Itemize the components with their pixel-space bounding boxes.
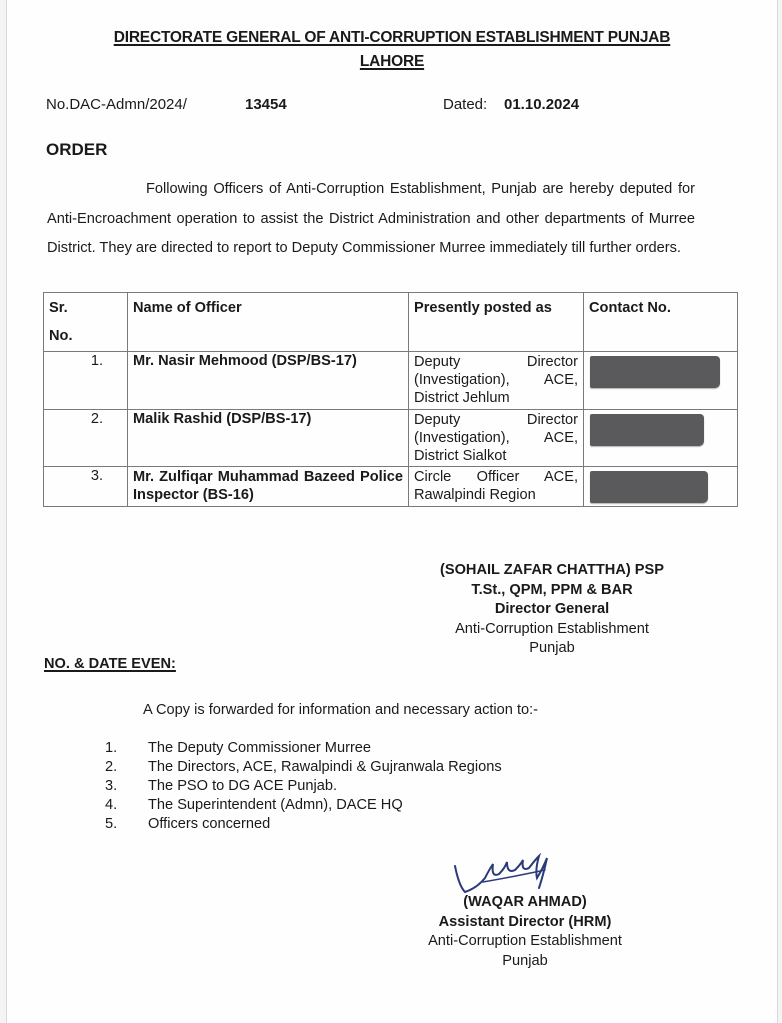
list-item-number: 4. (105, 797, 118, 813)
signatory-department: Anti-Corruption Establishment (428, 933, 622, 949)
order-title: ORDER (46, 140, 108, 159)
list-item-number: 5. (105, 816, 118, 832)
posted-line: (Investigation), ACE, (414, 430, 578, 446)
header-name (128, 293, 409, 352)
row-sr: 3. (44, 467, 128, 507)
header-sr-line2: No. (49, 328, 73, 344)
row-sr: 1. (44, 352, 128, 410)
posted-line: (Investigation), ACE, (414, 372, 578, 388)
table-row (44, 410, 738, 467)
row-contact-redacted (584, 352, 738, 410)
copy-intro: A Copy is forwarded for information and necessary action to:- (143, 702, 539, 718)
copy-heading: NO. & DATE EVEN: (44, 656, 176, 672)
header-contact (584, 293, 738, 352)
order-paragraph: Following Officers of Anti-Corruption Establishment, Punjab are hereby deputed for Anti-Encroachment operation to assist the District Administration and other departments of Murree District. They are directed to report to Deputy Commissioner Murree immediately till further orders. (47, 181, 695, 256)
list-item (105, 777, 502, 796)
row-posted-as (409, 352, 584, 410)
signatory-designation: Director General (494, 601, 610, 617)
row-posted-as (409, 410, 584, 467)
list-item-text: The Deputy Commissioner Murree (148, 740, 372, 756)
header-posted (409, 293, 584, 352)
list-item-number: 1. (105, 740, 118, 756)
signatory-province: Punjab (529, 640, 575, 656)
list-item (105, 796, 502, 815)
posted-line: Deputy Director (414, 354, 578, 370)
redaction-bar (590, 356, 720, 388)
table-row (44, 352, 738, 410)
recipient-list (105, 739, 502, 834)
header-posted-text: Presently posted as (414, 300, 552, 316)
signatory-department: Anti-Corruption Establishment (455, 620, 649, 637)
list-item-text: The Superintendent (Admn), DACE HQ (148, 797, 403, 813)
posted-line: Circle Officer ACE, (414, 469, 578, 485)
redaction-bar (590, 471, 708, 503)
reference-number-label: No.DAC-Admn/2024/ (46, 96, 187, 113)
signatory-honours: T.St., QPM, PPM & BAR (471, 581, 633, 598)
row-officer-name: Mr. Zulfiqar Muhammad Bazeed Police Inspector (BS-16) (128, 467, 409, 507)
signatory-designation: Assistant Director (HRM) (438, 913, 612, 930)
header-contact-text: Contact No. (589, 300, 671, 316)
table-row (44, 467, 738, 507)
date-value: 01.10.2024 (504, 96, 580, 113)
officers-table (43, 292, 738, 507)
list-item (105, 815, 502, 834)
signatory-province: Punjab (502, 952, 548, 969)
posted-line: Deputy Director (414, 412, 578, 428)
header-sr-no (44, 293, 128, 352)
signatory-name: (WAQAR AHMAD) (463, 894, 587, 910)
table-header-row (44, 293, 738, 352)
list-item-text: Officers concerned (148, 816, 271, 832)
row-officer-name: Mr. Nasir Mehmood (DSP/BS-17) (128, 352, 409, 410)
row-sr: 2. (44, 410, 128, 467)
row-officer-name: Malik Rashid (DSP/BS-17) (128, 410, 409, 467)
list-item-text: The PSO to DG ACE Punjab. (148, 778, 337, 794)
list-item (105, 739, 502, 758)
assistant-director-signature-block (400, 893, 650, 971)
header-sr-line1: Sr. (49, 300, 68, 316)
list-item-number: 2. (105, 759, 118, 775)
posted-line: Rawalpindi Region (414, 487, 536, 503)
list-item-text: The Directors, ACE, Rawalpindi & Gujranwala Regions (148, 759, 502, 775)
row-contact-redacted (584, 467, 738, 507)
document-page (6, 0, 778, 1023)
date-label: Dated: (443, 96, 488, 113)
city-heading: LAHORE (359, 53, 425, 70)
director-general-signature-block (407, 561, 697, 659)
list-item (105, 758, 502, 777)
posted-line: District Jehlum (414, 390, 510, 406)
header-name-text: Name of Officer (133, 300, 242, 316)
reference-number-value: 13454 (245, 96, 287, 113)
row-contact-redacted (584, 410, 738, 467)
organization-heading: DIRECTORATE GENERAL OF ANTI-CORRUPTION ESTABLISHMENT PUNJAB (113, 29, 671, 46)
list-item-number: 3. (105, 778, 118, 794)
signatory-name: (SOHAIL ZAFAR CHATTHA) PSP (439, 562, 665, 578)
redaction-bar (590, 414, 704, 446)
row-posted-as (409, 467, 584, 507)
posted-line: District Sialkot (414, 448, 507, 464)
handwritten-signature-icon (447, 848, 567, 898)
